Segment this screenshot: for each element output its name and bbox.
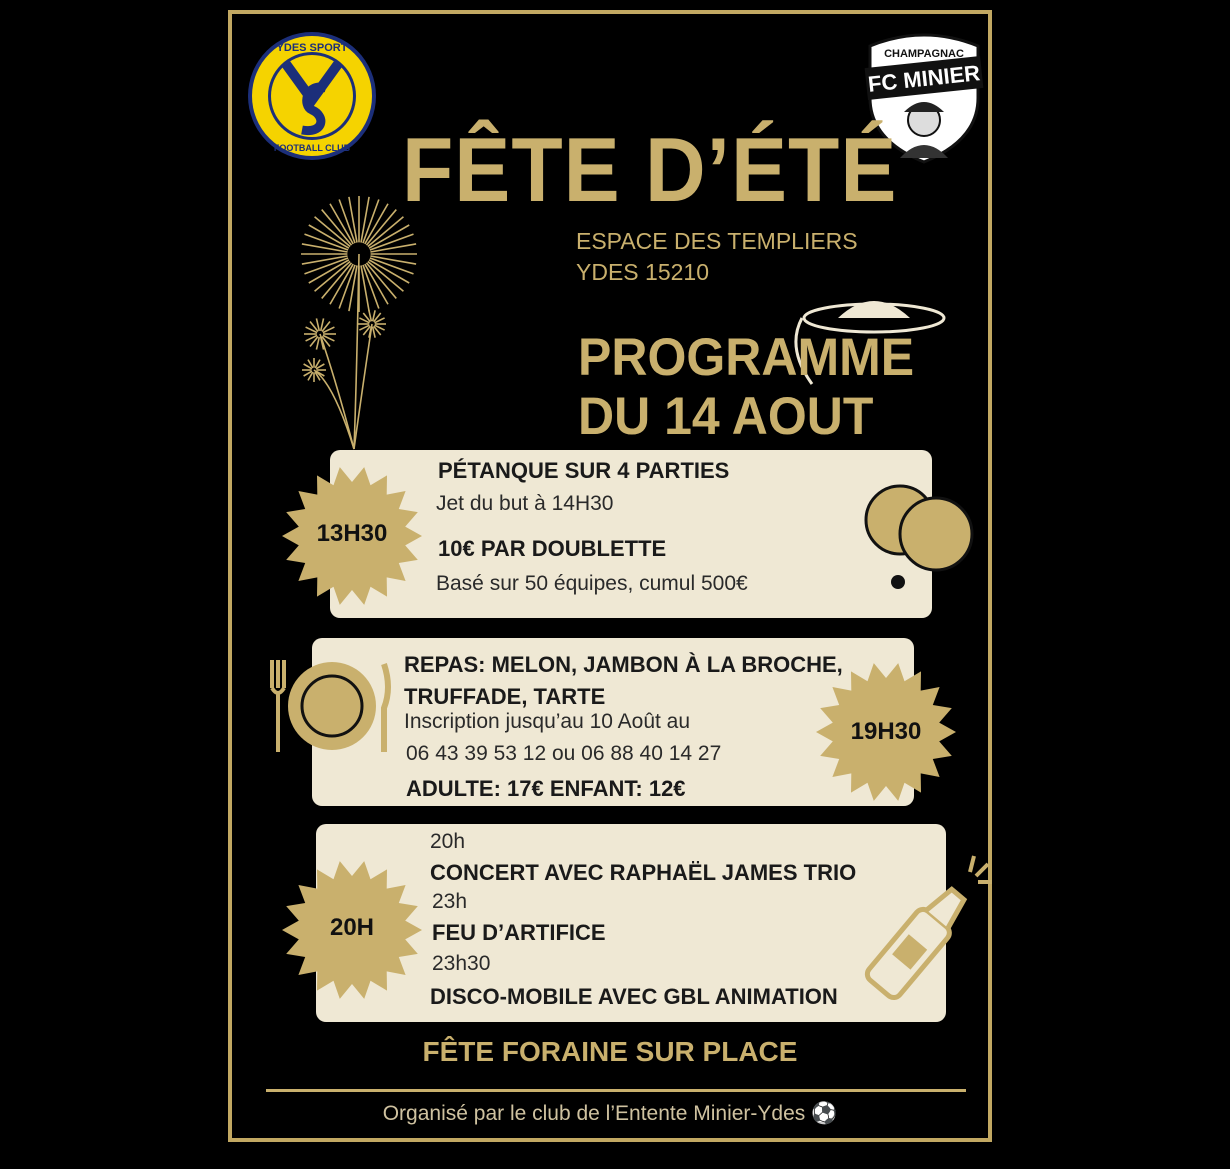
soiree-time-1: 20h — [430, 830, 466, 853]
logo-left-arc-bottom: FOOTBALL CLUB — [273, 143, 351, 153]
venue — [576, 226, 858, 288]
venue-line2: YDES 15210 — [576, 259, 709, 285]
time-1330: 13H30 — [316, 520, 388, 547]
footer-divider — [266, 1089, 966, 1092]
programme-line2: DU 14 AOUT — [578, 386, 874, 446]
soiree-label-1: CONCERT AVEC RAPHAËL JAMES TRIO — [430, 860, 857, 885]
fireworks-icon — [284, 194, 434, 454]
repas-price: ADULTE: 17€ ENFANT: 12€ — [406, 776, 686, 801]
time-20h: 20H — [329, 914, 375, 941]
logo-right-top: CHAMPAGNAC — [884, 48, 964, 60]
poster — [228, 10, 992, 1142]
ydes-sport-logo — [246, 30, 378, 162]
time-1930: 19H30 — [850, 718, 922, 745]
soiree-time-3: 23h30 — [432, 952, 491, 975]
venue-line1: ESPACE DES TEMPLIERS — [576, 228, 858, 254]
petanque-detail1: Jet du but à 14H30 — [436, 492, 614, 515]
petanque-price: 10€ PAR DOUBLETTE — [438, 536, 667, 561]
logo-right-name: FC MINIER — [866, 60, 982, 97]
soiree-label-3: DISCO-MOBILE AVEC GBL ANIMATION — [430, 984, 838, 1009]
soiree-time-2: 23h — [432, 890, 468, 913]
petanque-title: PÉTANQUE SUR 4 PARTIES — [438, 458, 730, 483]
programme-line1: PROGRAMME — [578, 328, 915, 387]
plate-cutlery-icon — [266, 658, 396, 758]
programme-heading — [578, 328, 914, 446]
repas-title2: TRUFFADE, TARTE — [404, 684, 606, 709]
repas-detail2: 06 43 39 53 12 ou 06 88 40 14 27 — [406, 742, 722, 765]
footer-organiser: Organisé par le club de l’Entente Minier-Ydes ⚽ — [382, 1102, 838, 1125]
fete-foraine: FÊTE FORAINE SUR PLACE — [422, 1036, 798, 1067]
repas-title1: REPAS: MELON, JAMBON À LA BROCHE, — [404, 652, 843, 677]
repas-detail1: Inscription jusqu’au 10 Août au — [404, 710, 691, 733]
logo-left-arc-top: YDES SPORT — [276, 42, 348, 54]
petanque-balls-icon — [860, 478, 976, 594]
champagne-bottle-icon — [838, 852, 996, 1012]
event-title: FÊTE D’ÉTÉ — [402, 119, 898, 221]
petanque-detail2: Basé sur 50 équipes, cumul 500€ — [436, 572, 748, 595]
soiree-label-2: FEU D’ARTIFICE — [432, 920, 606, 945]
